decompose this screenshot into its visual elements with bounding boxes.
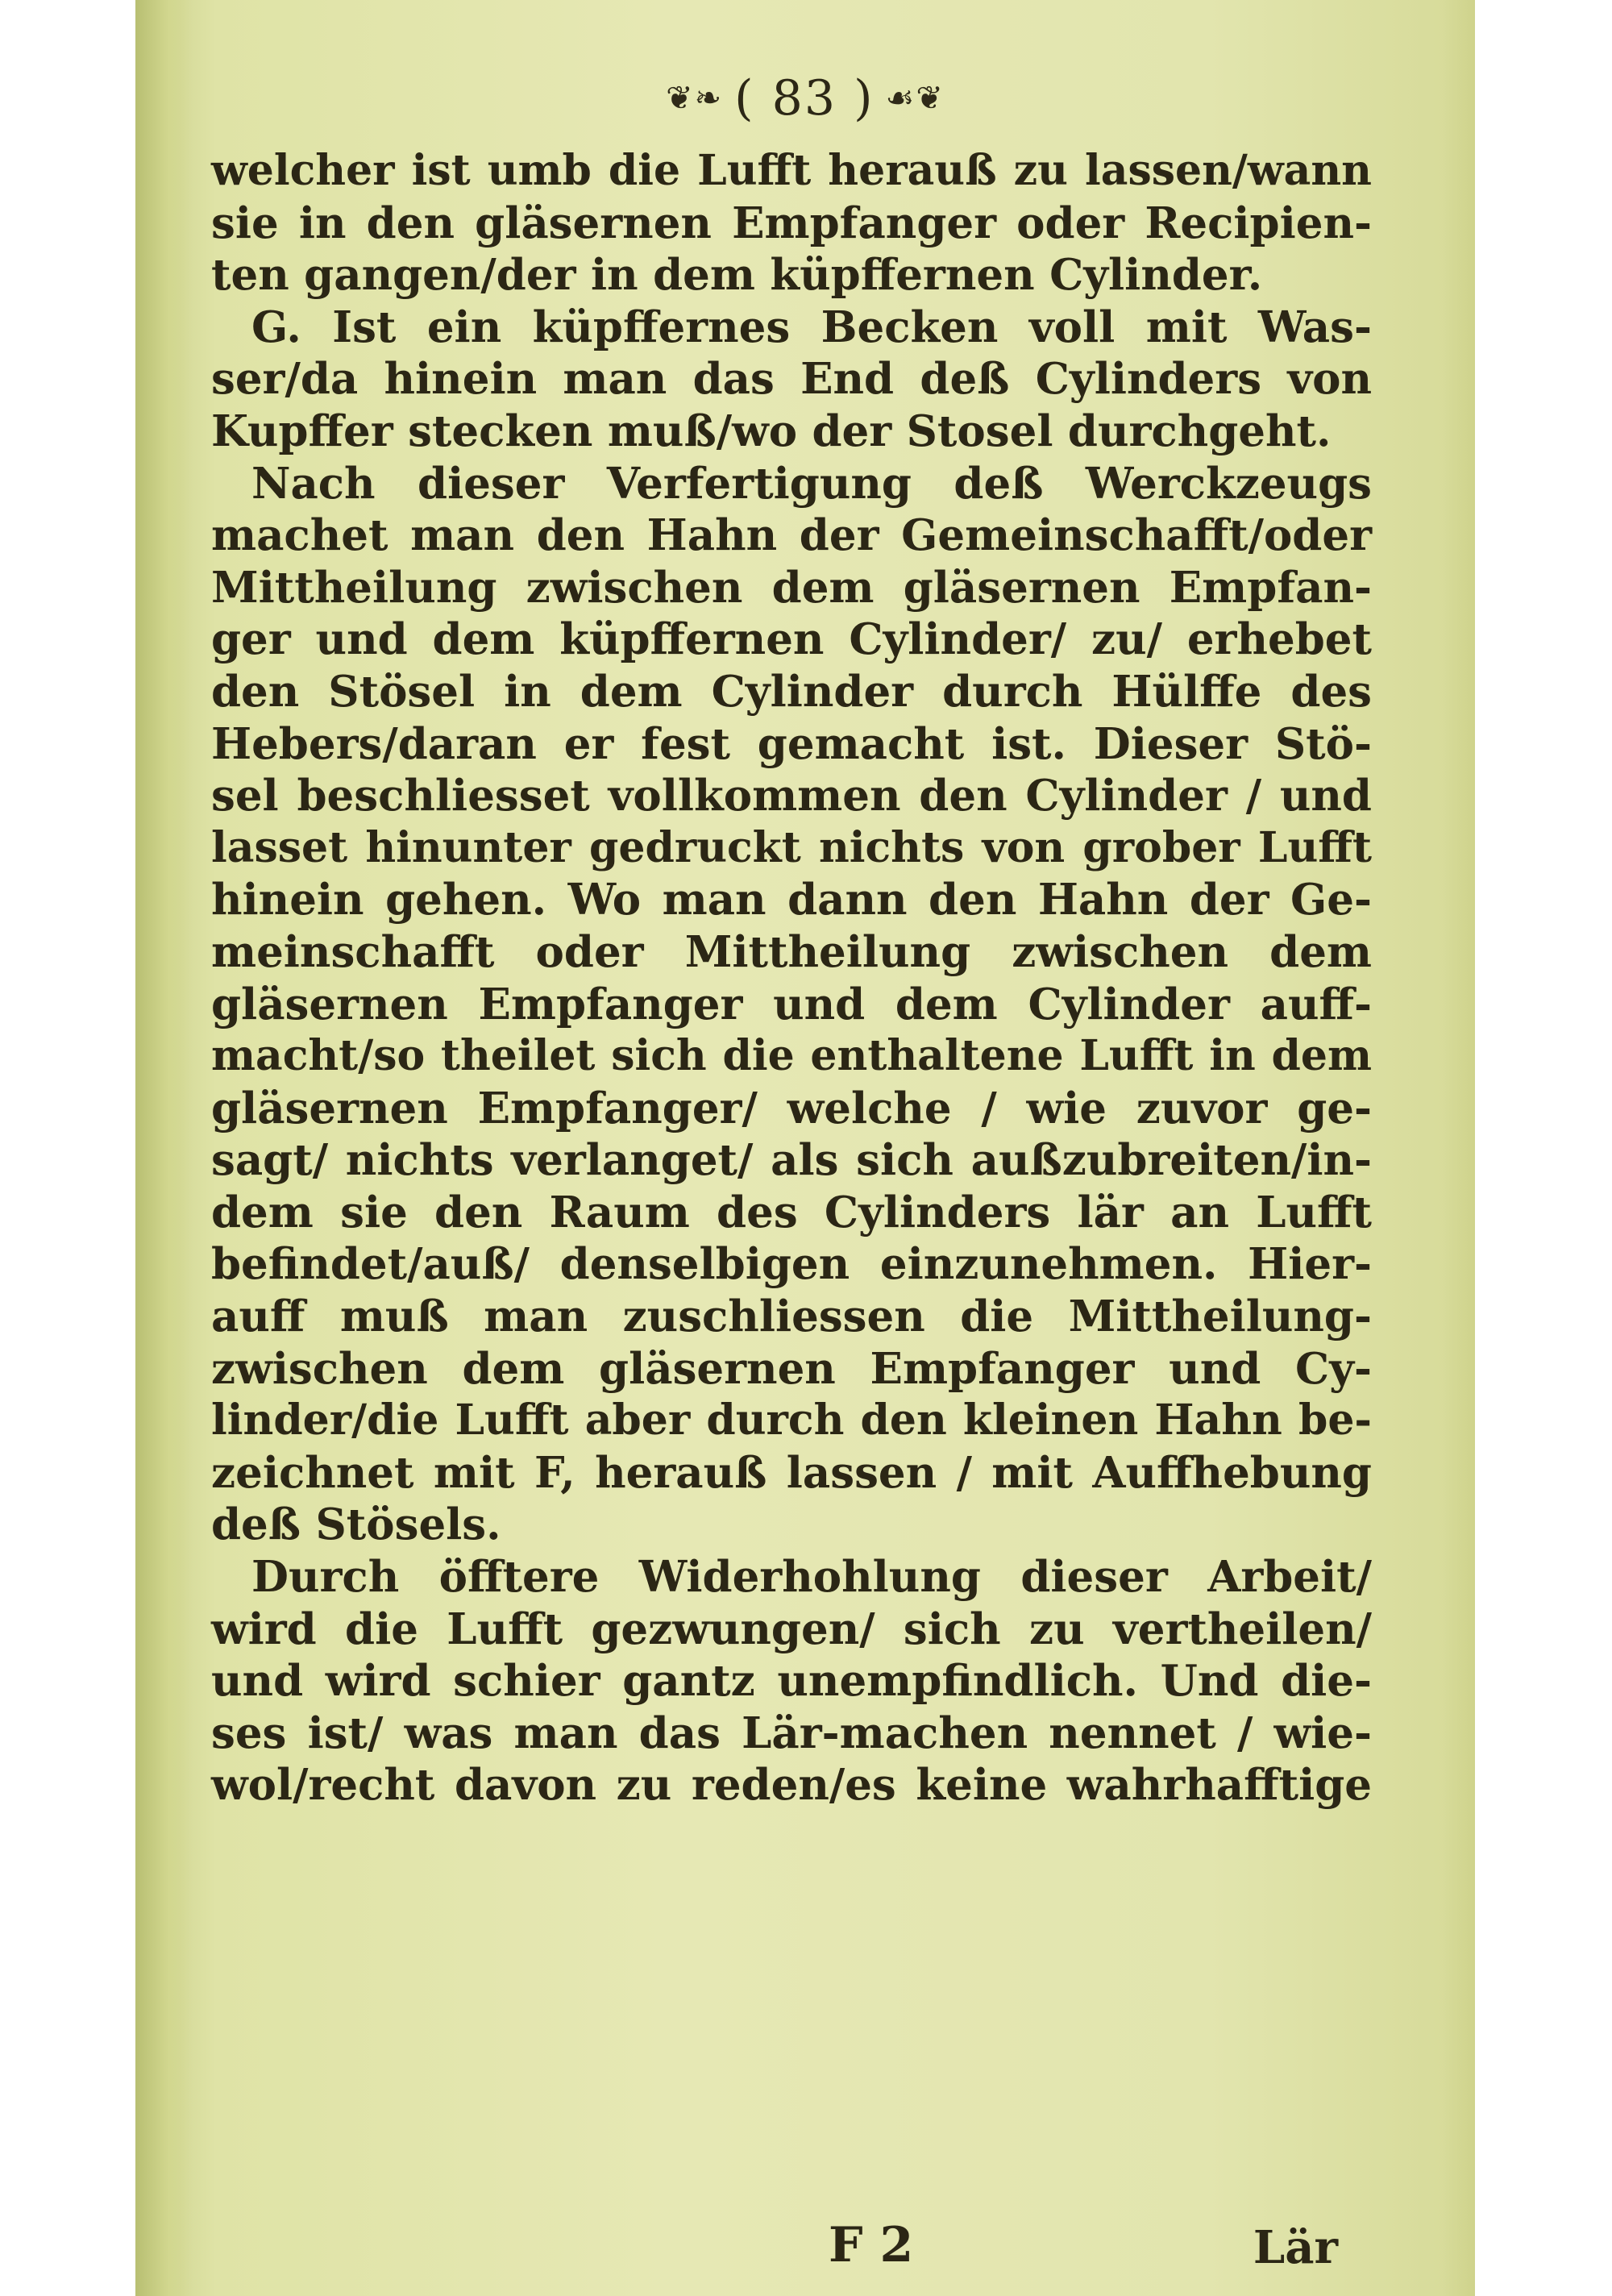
text-line: auff muß man zuschliessen die Mittheilung- [211,1292,1372,1342]
ornament-left-icon: ❦❧ [666,80,724,117]
text-line: zeichnet mit F, herauß lassen / mit Auffhebung [211,1447,1372,1498]
page-number: ( 83 ) [734,70,875,127]
text-line: lasset hinunter gedruckt nichts von grober Lufft [211,822,1372,872]
text-line: macht/so theilet sich die enthaltene Lufft in dem [211,1031,1372,1081]
text-line: Durch öfftere Widerhohlung dieser Arbeit/ [251,1552,1372,1603]
text-line: deß Stösels. [211,1499,501,1550]
text-line: den Stösel in dem Cylinder durch Hülffe des [211,666,1372,717]
text-line: ger und dem küpffernen Cylinder/ zu/ erhebet [211,614,1372,665]
text-line: sagt/ nichts verlanget/ als sich außzubreiten/in- [211,1135,1372,1186]
text-line: sie in den gläsernen Empfanger oder Recipien- [211,198,1372,248]
text-line: ser/da hinein man das End deß Cylinders von [211,354,1372,405]
text-line: zwischen dem gläsernen Empfanger und Cy- [211,1343,1372,1394]
text-line: gläsernen Empfanger und dem Cylinder auff- [211,979,1372,1029]
text-line: ses ist/ was man das Lär-machen nennet / wie- [211,1707,1372,1758]
text-line: linder/die Lufft aber durch den kleinen Hahn be- [211,1395,1372,1445]
text-line: gläsernen Empfanger/ welche / wie zuvor ge- [211,1083,1372,1133]
page-gutter-shadow [135,0,192,2296]
text-line: Hebers/daran er fest gemacht ist. Dieser Stö- [211,718,1372,769]
text-line: meinschafft oder Mittheilung zwischen dem [211,926,1372,977]
text-line: machet man den Hahn der Gemeinschafft/oder [211,510,1372,561]
catchword: Lär [1253,2221,1338,2274]
text-line: G. Ist ein küpffernes Becken voll mit Was- [251,302,1372,352]
book-page [135,0,1475,2296]
text-line: wol/recht davon zu reden/es keine wahrhafftige [211,1760,1372,1811]
text-line: sel beschliesset vollkommen den Cylinder / und [211,771,1372,821]
text-line: wird die Lufft gezwungen/ sich zu vertheilen/ [211,1603,1372,1654]
text-line: welcher ist umb die Lufft herauß zu lassen/wann [211,146,1372,195]
text-line: Nach dieser Verfertigung deß Werckzeugs [251,458,1372,509]
text-line: hinein gehen. Wo man dann den Hahn der Ge- [211,875,1372,925]
text-line: und wird schier gantz unempfindlich. Und die- [211,1656,1372,1707]
text-line: Mittheilung zwischen dem gläsernen Empfan- [211,562,1372,613]
ornament-right-icon: ☙❦ [885,80,945,117]
text-line: befindet/auß/ denselbigen einzunehmen. Hier- [211,1239,1372,1290]
page-header [135,66,1475,131]
page-edge-shadow [1443,0,1475,2296]
text-line: ten gangen/der in dem küpffernen Cylinder. [211,250,1263,301]
body-text [211,145,1372,1811]
signature-mark: F 2 [829,2217,914,2273]
text-line: dem sie den Raum des Cylinders lär an Lufft [211,1187,1372,1237]
text-line: Kupffer stecken muß/wo der Stosel durchgeht. [211,406,1332,456]
